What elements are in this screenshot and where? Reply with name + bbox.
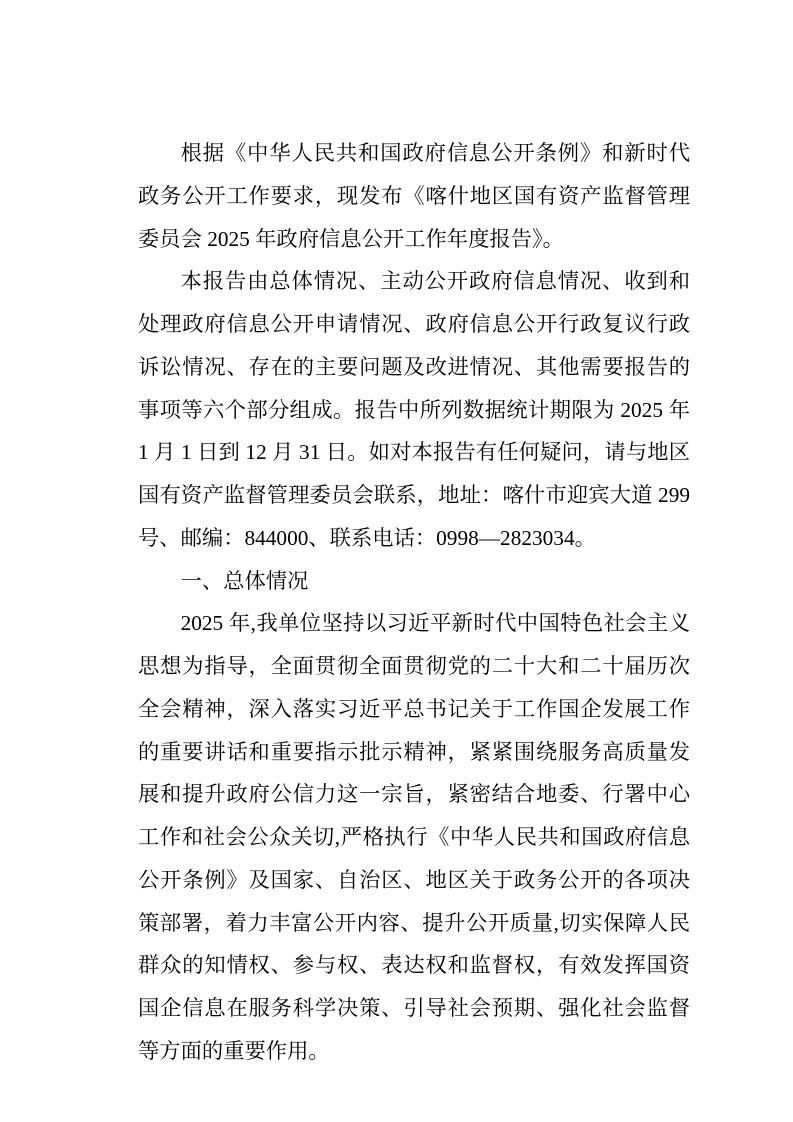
paragraph-overall-situation-body: 2025 年,我单位坚持以习近平新时代中国特色社会主义思想为指导，全面贯彻全面贯彻党的二十大和二十届历次全会精神，深入落实习近平总书记关于工作国企发展工作的重要讲话和重要指示批示精神，紧紧围绕服务高质量发展和提升政府公信力这一宗旨，紧密结合地委、行署中心工作和社会公众关切,严格执行《中华人民共和国政府信息公开条例》及国家、自治区、地区关于政务公开的各项决策部署，着力丰富公开内容、提升公开质量,切实保障人民群众的知情权、参与权、表达权和监督权，有效发挥国资国企信息在服务科学决策、引导社会预期、强化社会监督等方面的重要作用。 <box>138 611 690 1063</box>
section-heading-overall-situation: 一、总体情况 <box>180 568 309 593</box>
paragraph-report-structure-contact: 本报告由总体情况、主动公开政府信息情况、收到和处理政府信息公开申请情况、政府信息公开行政复议行政诉讼情况、存在的主要问题及改进情况、其他需要报告的事项等六个部分组成。报告中所列数据统计期限为 2025 年 1 月 1 日到 12 月 31 日。如对本报告有任何疑问，请与地区国有资产监督管理委员会联系，地址：喀什市迎宾大道 299 号、邮编：844000、联系电话：0998—2823034。 <box>138 269 690 550</box>
paragraph-legal-basis: 根据《中华人民共和国政府信息公开条例》和新时代政务公开工作要求，现发布《喀什地区国有资产监督管理委员会 2025 年政府信息公开工作年度报告》。 <box>138 141 690 251</box>
